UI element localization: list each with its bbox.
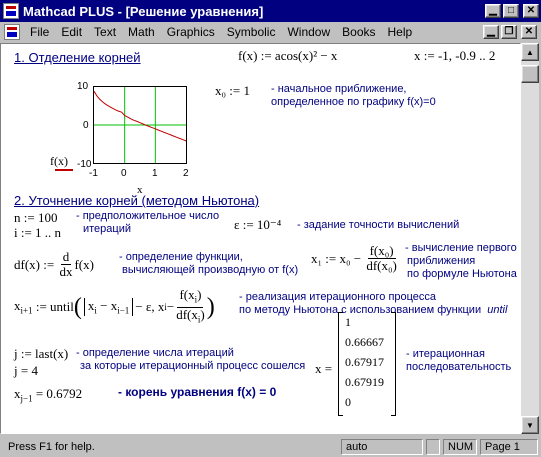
menu-books[interactable]: Books (342, 25, 376, 39)
menu-help[interactable]: Help (387, 25, 413, 39)
menu-edit[interactable]: Edit (61, 25, 83, 39)
menu-symbolic[interactable]: Symbolic (226, 25, 276, 39)
window-title: Mathcad PLUS - [Решение уравнения] (23, 3, 264, 19)
x1-note-line1: - вычисление первого (405, 242, 517, 254)
maximize-button[interactable]: □ (503, 4, 519, 18)
root-value[interactable]: $x_{j-1} = 0.6792$ (14, 386, 83, 404)
iteration-note-line1: - реализация итерационного процесса (239, 291, 437, 303)
x-vector-value: 0.66667 (345, 335, 384, 349)
worksheet[interactable] (0, 43, 521, 434)
status-bar (0, 436, 541, 457)
doc-restore-button[interactable]: ❐ (501, 25, 517, 39)
xtick-0: 0 (121, 168, 127, 179)
i-range-definition[interactable]: i := 1 .. n (14, 225, 62, 240)
menu-graphics[interactable]: Graphics (166, 25, 215, 39)
j-note-line2: за которые итерационный процесс сошелся (80, 360, 306, 372)
ytick-mid: 0 (83, 120, 89, 131)
section1-heading: 1. Отделение корней (14, 50, 141, 65)
mathcad-app-icon[interactable] (3, 3, 19, 19)
title-bar (0, 0, 541, 22)
j-note-line1: - определение числа итераций (76, 347, 234, 359)
n-note-line1: - предположительное число (76, 210, 220, 222)
ytick-bottom: -10 (77, 159, 92, 170)
iteration-formula[interactable]: $x_{i+1}$ := until ( $x_i - x_{i-1}$ − ε, x i − $\frac{f(x_i)}{df(x_i)}$ ) (14, 286, 215, 325)
derivative-note-line1: - определение функции, (119, 251, 243, 263)
epsilon-definition[interactable]: ε := 10⁻⁴ (234, 217, 282, 232)
doc-close-button[interactable]: ✕ (521, 25, 537, 39)
document-icon[interactable] (4, 24, 20, 40)
document-window-controls (483, 25, 539, 39)
xtick-2: 2 (183, 168, 189, 179)
doc-minimize-button[interactable]: ▁ (483, 25, 499, 39)
status-help: Press F1 for help. (8, 440, 95, 453)
x-vector-value: 1 (345, 315, 351, 329)
plot-xlabel: x (137, 184, 143, 196)
n-note-line2: итераций (83, 223, 132, 235)
status-blank (426, 439, 440, 455)
j-value[interactable]: j = 4 (14, 363, 38, 378)
scroll-up-button[interactable]: ▲ (521, 43, 539, 61)
function-definition[interactable]: f(x) := acos(x)² − x (238, 48, 338, 63)
x-vector-label: x = (315, 361, 333, 376)
x-vector-value: 0.67919 (345, 375, 384, 389)
scroll-down-button[interactable]: ▼ (521, 416, 539, 434)
plot-area[interactable] (93, 86, 187, 164)
menu-window[interactable]: Window (287, 25, 331, 39)
status-page: Page 1 (480, 439, 538, 455)
menu-math[interactable]: Math (128, 25, 155, 39)
x-vector-value: 0 (345, 395, 351, 409)
xtick-1: 1 (152, 168, 158, 179)
derivative-note-line2: вычисляющей производную от f(x) (122, 264, 299, 276)
iteration-note-line2: по методу Ньютона с использованием функции until (239, 304, 508, 316)
x1-note-line2: приближения (407, 255, 476, 267)
x1-note-line3: по формуле Ньютона (407, 268, 517, 280)
root-note: - корень уравнения f(x) = 0 (118, 385, 277, 399)
section2-heading: 2. Уточнение корней (методом Ньютона) (14, 193, 260, 208)
status-mode: auto (341, 439, 423, 455)
ytick-top: 10 (77, 81, 89, 92)
x-vector-note-line1: - итерационная (406, 348, 485, 360)
status-num: NUM (443, 439, 477, 455)
menu-bar (0, 22, 541, 42)
scroll-thumb[interactable] (521, 65, 539, 83)
vertical-scrollbar[interactable] (521, 43, 539, 434)
minimize-button[interactable]: ▁ (485, 4, 501, 18)
x-vector-matrix[interactable] (338, 312, 396, 416)
x0-definition[interactable]: x₀ := 1 (215, 83, 250, 98)
xtick-minus1: -1 (89, 168, 98, 179)
derivative-definition[interactable]: df(x) := $\frac{d}{dx}$ f(x) (14, 249, 94, 279)
close-button[interactable]: ✕ (523, 4, 539, 18)
menu-text[interactable]: Text (94, 25, 117, 39)
j-definition[interactable]: j := last(x) (14, 346, 69, 361)
x1-definition[interactable]: x₁ := x₀ − $\frac{\text{f(x₀)}}{\text{df(x₀)}}$ (311, 243, 397, 273)
range-definition[interactable]: x := -1, -0.9 .. 2 (414, 48, 496, 63)
menu-file[interactable]: File (30, 25, 50, 39)
x0-note-line1: - начальное приближение, (271, 83, 407, 95)
x-vector-value: 0.67917 (345, 355, 384, 369)
plot-ylabel: f(x) (50, 154, 68, 168)
epsilon-note: - задание точности вычислений (297, 219, 460, 231)
legend-swatch (55, 169, 73, 171)
x0-note-line2: определенное по графику f(x)=0 (271, 96, 436, 108)
x-vector-note-line2: последовательность (406, 361, 512, 373)
n-definition[interactable]: n := 100 (14, 210, 58, 225)
